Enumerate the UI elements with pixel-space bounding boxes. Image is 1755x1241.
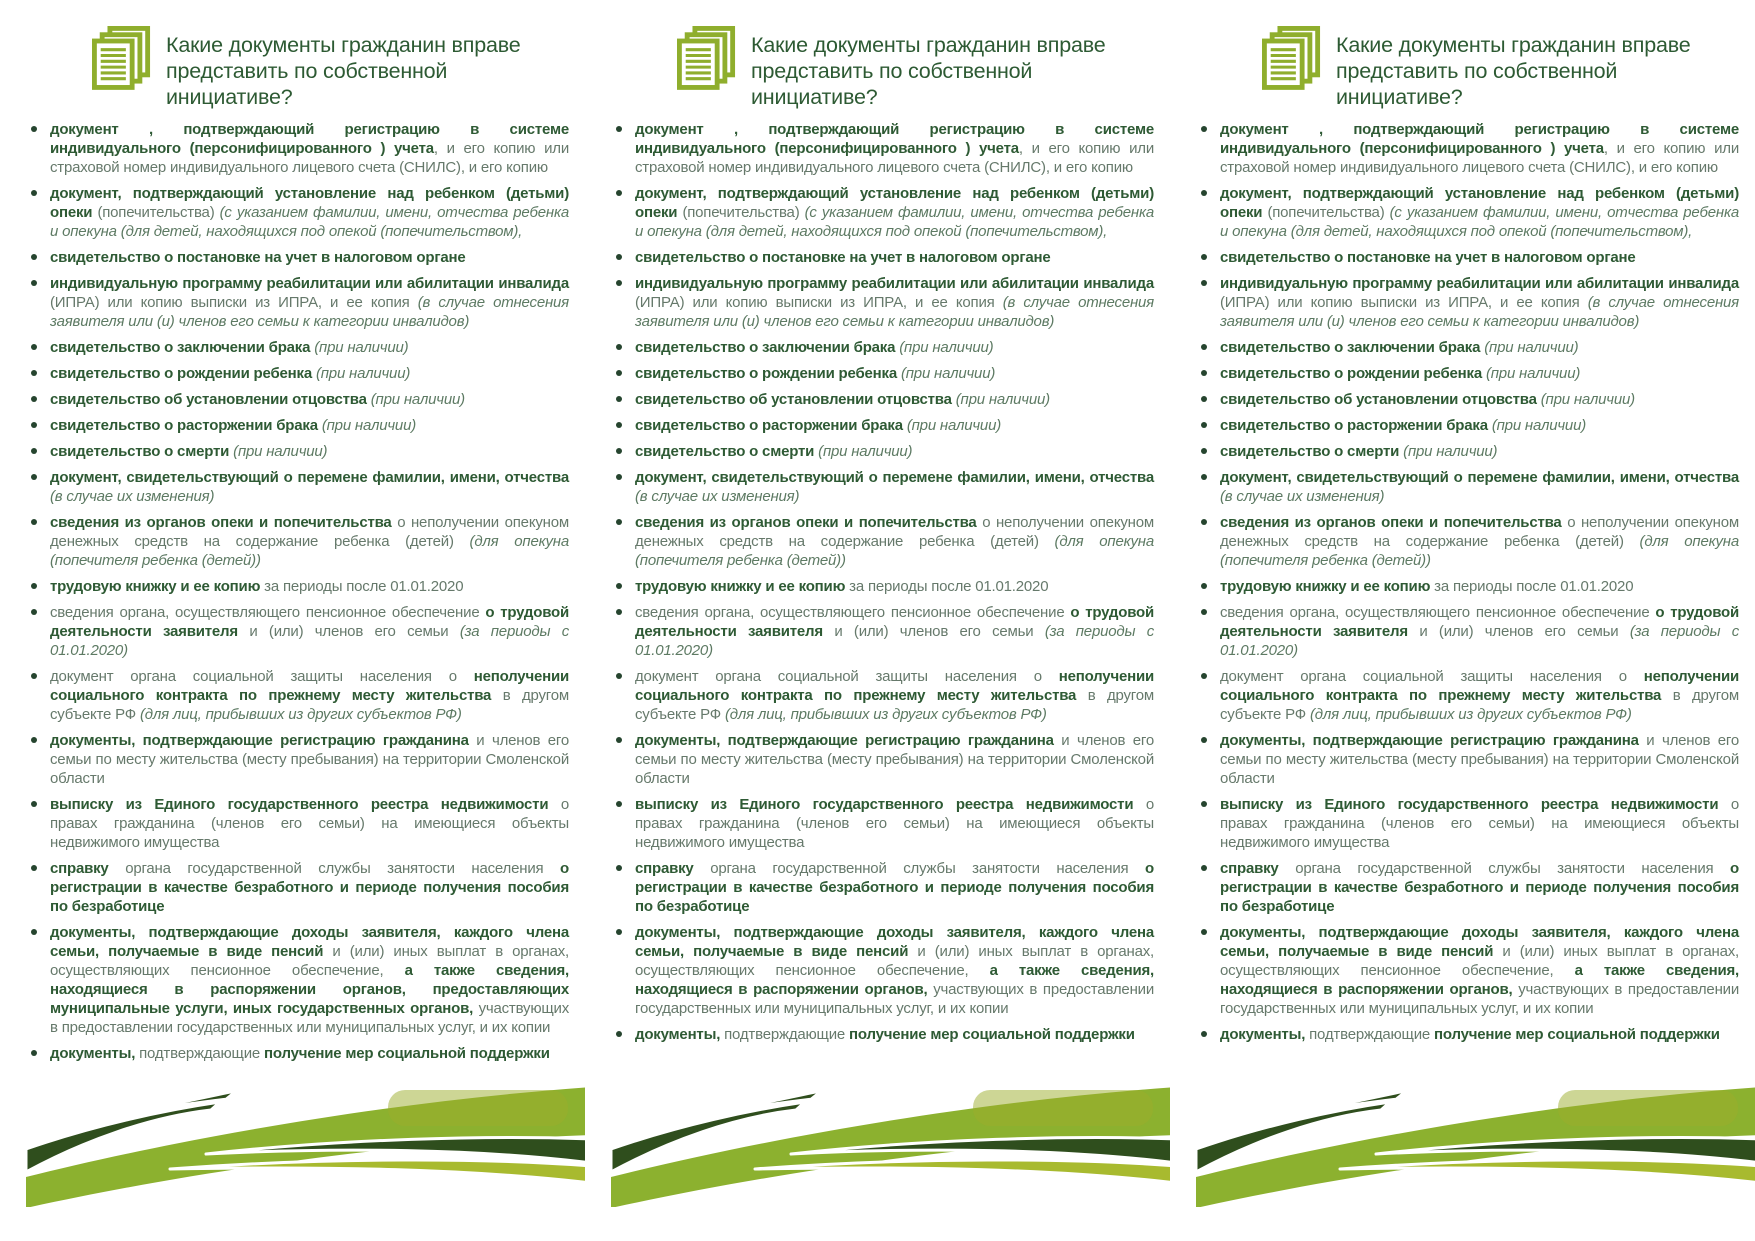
document-list-item: документ, свидетельствующий о перемене фамилии, имени, отчества (в случае их изменения) (1220, 469, 1739, 505)
document-list-item: трудовую книжку и ее копию за периоды после 01.01.2020 (1220, 577, 1739, 596)
panel-header (1262, 26, 1741, 110)
document-list-item: сведения органа, осуществляющего пенсионное обеспечение о трудовой деятельности заявителя и (или) членов его семьи (за периоды с 01.01.2020) (1220, 604, 1740, 659)
document-list-item: документ, свидетельствующий о перемене фамилии, имени, отчества (в случае их изменения) (50, 469, 569, 505)
document-list-item: сведения из органов опеки и попечительства о неполучении опекуном денежных средств на содержание ребенка (детей) (для опекуна (попечителя ребенка (детей)) (635, 514, 1154, 569)
document-list-item: документы, подтверждающие регистрацию гражданина и членов его семьи по месту жительства (месту пребывания) на территории Смоленской области (50, 732, 569, 787)
document-list-item: выписку из Единого государственного реестра недвижимости о правах гражданина (членов его семьи) на имеющиеся объекты недвижимого имущества (50, 796, 569, 851)
document-list-item: свидетельство о заключении брака (при наличии) (1220, 338, 1739, 357)
document-list (1220, 120, 1739, 1044)
document-list-item: справку органа государственной службы занятости населения о регистрации в качестве безработного и периоде получения пособия по безработице (635, 860, 1154, 915)
document-list-item: свидетельство о постановке на учет в налоговом органе (635, 248, 1154, 267)
document-list-item: документ, свидетельствующий о перемене фамилии, имени, отчества (в случае их изменения) (635, 469, 1154, 505)
document-list-item: документ , подтверждающий регистрацию в системе индивидуального (персонифицированного ) учета, и его копию или страховой номер индивидуального лицевого счета (СНИЛС), и его копию (635, 121, 1154, 176)
panel-title-line1: Какие документы гражданин вправе (1336, 33, 1691, 57)
document-list-item: свидетельство о расторжении брака (при наличии) (50, 416, 569, 435)
document-list-item: документ органа социальной защиты населения о неполучении социального контракта по прежнему месту жительства в другом субъекте РФ (для лиц, прибывших из других субъектов РФ) (635, 668, 1154, 723)
document-list (635, 120, 1154, 1044)
document-list-item: свидетельство об установлении отцовства (при наличии) (635, 390, 1154, 409)
panel-title (751, 32, 1156, 110)
document-list-item: документы, подтверждающие доходы заявителя, каждого члена семьи, получаемые в виде пенсий и (или) иных выплат в органах, осуществляющих пенсионное обеспечение, а также сведения, находящиеся в распоряжении органов, участвующих в предоставлении государственных или муниципальных услуг, и их копии (635, 924, 1155, 1017)
document-list-item: свидетельство о постановке на учет в налоговом органе (1220, 248, 1739, 267)
document-list-item: документы, подтверждающие получение мер социальной поддержки (50, 1044, 569, 1063)
document-list-item: документ, подтверждающий установление над ребенком (детьми) опеки (попечительства) (с указанием фамилии, имени, отчества ребенка и опекуна (для детей, находящихся под опекой (попечительством), (50, 185, 569, 240)
document-list-item: сведения из органов опеки и попечительства о неполучении опекуном денежных средств на содержание ребенка (детей) (для опекуна (попечителя ребенка (детей)) (1220, 514, 1739, 569)
document-list-item: свидетельство о рождении ребенка (при наличии) (635, 364, 1154, 383)
document-list-item: документ , подтверждающий регистрацию в системе индивидуального (персонифицированного ) учета, и его копию или страховой номер индивидуального лицевого счета (СНИЛС), и его копию (50, 121, 569, 176)
panel-title-line1: Какие документы гражданин вправе (166, 33, 521, 57)
document-list-item: сведения органа, осуществляющего пенсионное обеспечение о трудовой деятельности заявителя и (или) членов его семьи (за периоды с 01.01.2020) (50, 604, 570, 659)
wave-decoration (0, 1077, 585, 1207)
document-list-item: свидетельство о смерти (при наличии) (50, 442, 569, 461)
document-list-item: выписку из Единого государственного реестра недвижимости о правах гражданина (членов его семьи) на имеющиеся объекты недвижимого имущества (1220, 796, 1739, 851)
panel-left (0, 0, 585, 1241)
document-list-item: документ органа социальной защиты населения о неполучении социального контракта по прежнему месту жительства в другом субъекте РФ (для лиц, прибывших из других субъектов РФ) (50, 668, 569, 723)
document-list-item: свидетельство о заключении брака (при наличии) (635, 338, 1154, 357)
document-list-item: индивидуальную программу реабилитации или абилитации инвалида (ИПРА) или копию выписки из ИПРА, и ее копия (в случае отнесения заявителя или (и) членов его семьи к категории инвалидов) (635, 275, 1154, 330)
document-list-item: выписку из Единого государственного реестра недвижимости о правах гражданина (членов его семьи) на имеющиеся объекты недвижимого имущества (635, 796, 1154, 851)
panel-right (1170, 0, 1755, 1241)
document-list-item: трудовую книжку и ее копию за периоды после 01.01.2020 (50, 577, 569, 596)
panel-title (1336, 32, 1741, 110)
panel-title-line1: Какие документы гражданин вправе (751, 33, 1106, 57)
document-list-item: трудовую книжку и ее копию за периоды после 01.01.2020 (635, 577, 1154, 596)
panel-title (166, 32, 571, 110)
document-list-item: свидетельство о расторжении брака (при наличии) (1220, 416, 1739, 435)
document-list-item: свидетельство о постановке на учет в налоговом органе (50, 248, 569, 267)
panel-center (585, 0, 1170, 1241)
document-list-item: документ органа социальной защиты населения о неполучении социального контракта по прежнему месту жительства в другом субъекте РФ (для лиц, прибывших из других субъектов РФ) (1220, 668, 1739, 723)
documents-stack-icon (1262, 26, 1322, 92)
document-list-item: индивидуальную программу реабилитации или абилитации инвалида (ИПРА) или копию выписки из ИПРА, и ее копия (в случае отнесения заявителя или (и) членов его семьи к категории инвалидов) (1220, 275, 1739, 330)
panel-header (92, 26, 571, 110)
wave-decoration (1170, 1077, 1755, 1207)
document-list-item: справку органа государственной службы занятости населения о регистрации в качестве безработного и периоде получения пособия по безработице (50, 860, 569, 915)
document-list-item: документ, подтверждающий установление над ребенком (детьми) опеки (попечительства) (с указанием фамилии, имени, отчества ребенка и опекуна (для детей, находящихся под опекой (попечительством), (635, 185, 1154, 240)
document-list-item: справку органа государственной службы занятости населения о регистрации в качестве безработного и периоде получения пособия по безработице (1220, 860, 1739, 915)
document-list-item: свидетельство о рождении ребенка (при наличии) (50, 364, 569, 383)
panel-title-line2: представить по собственной инициативе? (166, 59, 448, 109)
document-list-item: свидетельство об установлении отцовства (при наличии) (1220, 390, 1739, 409)
document-list-item: сведения органа, осуществляющего пенсионное обеспечение о трудовой деятельности заявителя и (или) членов его семьи (за периоды с 01.01.2020) (635, 604, 1155, 659)
document-list-item: свидетельство о смерти (при наличии) (1220, 442, 1739, 461)
panel-header (677, 26, 1156, 110)
document-list (50, 120, 569, 1063)
document-list-item: свидетельство о расторжении брака (при наличии) (635, 416, 1154, 435)
documents-stack-icon (677, 26, 737, 92)
wave-decoration (585, 1077, 1170, 1207)
documents-stack-icon (92, 26, 152, 92)
document-list-item: документы, подтверждающие получение мер социальной поддержки (1220, 1025, 1739, 1044)
document-list-item: документ , подтверждающий регистрацию в системе индивидуального (персонифицированного ) учета, и его копию или страховой номер индивидуального лицевого счета (СНИЛС), и его копию (1220, 121, 1739, 176)
document-list-item: свидетельство об установлении отцовства (при наличии) (50, 390, 569, 409)
document-list-item: документы, подтверждающие регистрацию гражданина и членов его семьи по месту жительства (месту пребывания) на территории Смоленской области (1220, 732, 1739, 787)
document-list-item: документы, подтверждающие получение мер социальной поддержки (635, 1025, 1154, 1044)
document-list-item: сведения из органов опеки и попечительства о неполучении опекуном денежных средств на содержание ребенка (детей) (для опекуна (попечителя ребенка (детей)) (50, 514, 569, 569)
panel-title-line2: представить по собственной инициативе? (751, 59, 1033, 109)
document-list-item: свидетельство о смерти (при наличии) (635, 442, 1154, 461)
document-list-item: документы, подтверждающие регистрацию гражданина и членов его семьи по месту жительства (месту пребывания) на территории Смоленской области (635, 732, 1154, 787)
document-list-item: свидетельство о заключении брака (при наличии) (50, 338, 569, 357)
document-list-item: документ, подтверждающий установление над ребенком (детьми) опеки (попечительства) (с указанием фамилии, имени, отчества ребенка и опекуна (для детей, находящихся под опекой (попечительством), (1220, 185, 1739, 240)
document-list-item: свидетельство о рождении ребенка (при наличии) (1220, 364, 1739, 383)
panel-title-line2: представить по собственной инициативе? (1336, 59, 1618, 109)
document-list-item: индивидуальную программу реабилитации или абилитации инвалида (ИПРА) или копию выписки из ИПРА, и ее копия (в случае отнесения заявителя или (и) членов его семьи к категории инвалидов) (50, 275, 569, 330)
document-list-item: документы, подтверждающие доходы заявителя, каждого члена семьи, получаемые в виде пенсий и (или) иных выплат в органах, осуществляющих пенсионное обеспечение, а также сведения, находящиеся в распоряжении органов, участвующих в предоставлении государственных или муниципальных услуг, и их копии (1220, 924, 1740, 1017)
document-list-item: документы, подтверждающие доходы заявителя, каждого члена семьи, получаемые в виде пенсий и (или) иных выплат в органах, осуществляющих пенсионное обеспечение, а также сведения, находящиеся в распоряжении органов, предоставляющих муниципальные услуги, иных государственных органов, участвующих в предоставлении государственных или муниципальных услуг, и их копии (50, 924, 570, 1036)
